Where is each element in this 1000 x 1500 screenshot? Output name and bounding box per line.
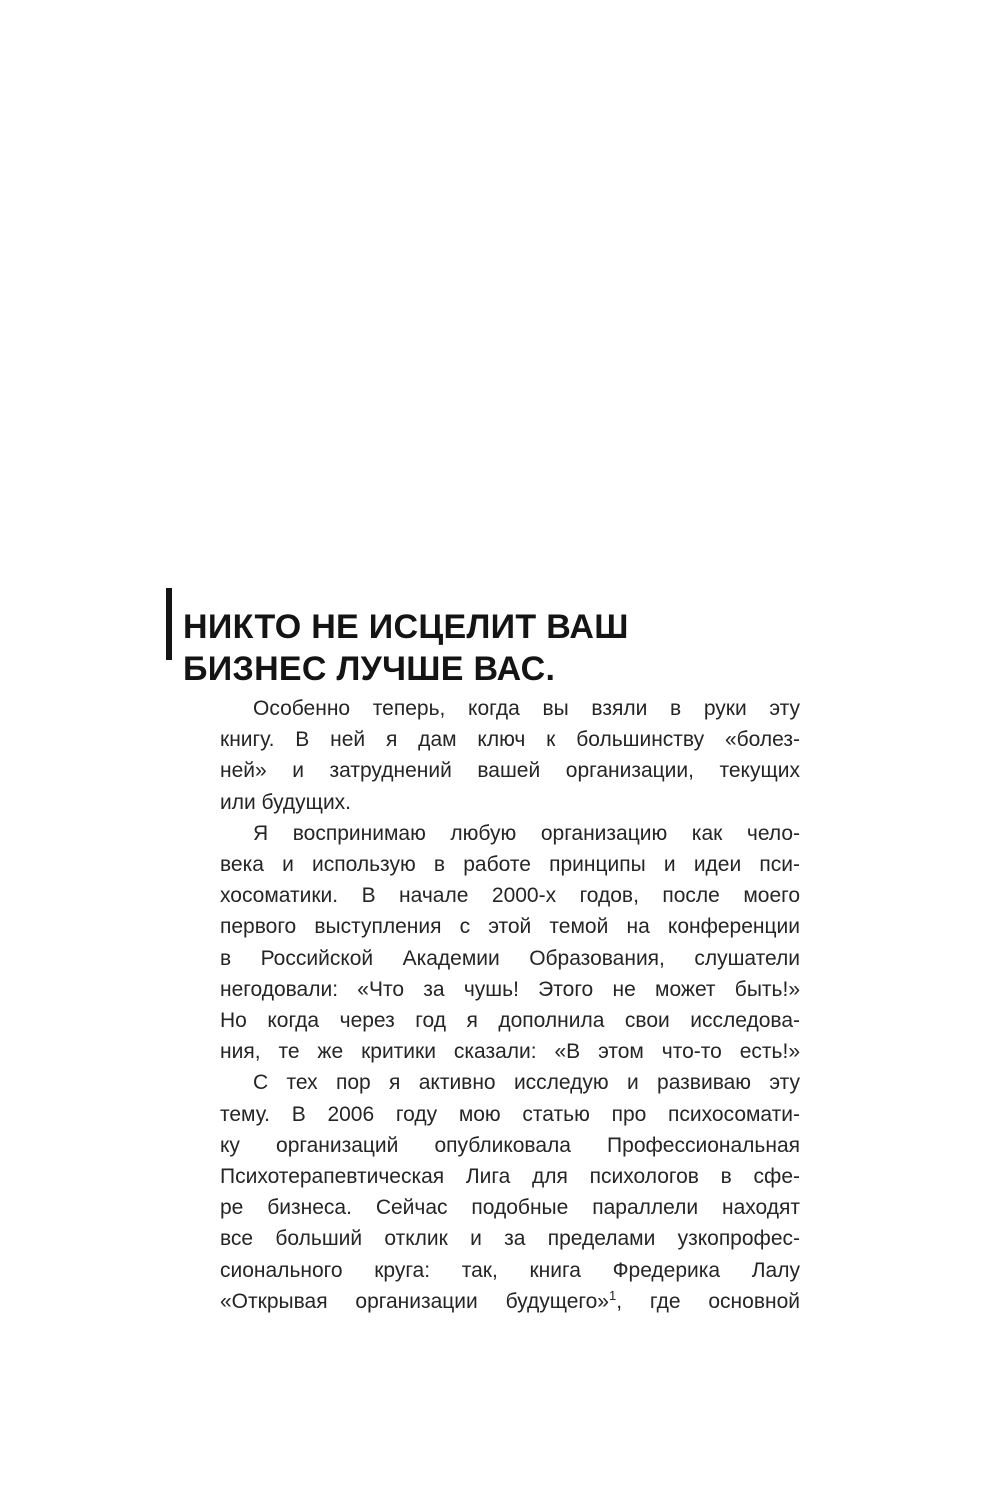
- text-line: или будущих.: [220, 790, 352, 814]
- text-line: Особенно теперь, когда вы взяли в руки эту: [253, 697, 800, 720]
- heading-accent-bar: [166, 588, 172, 660]
- text-line: негодовали: «Что за чушь! Этого не может быть!»: [220, 977, 800, 1001]
- text-line: «Открывая организации будущего»$^1$, где основной: [220, 1287, 800, 1313]
- paragraph: [220, 693, 800, 818]
- text-line: века и использую в работе принципы и идеи пси-: [220, 853, 800, 877]
- text-line: в Российской Академии Образования, слушатели: [220, 946, 800, 970]
- text-line: сионального круга: так, книга Фредерика Лалу: [220, 1258, 800, 1282]
- heading-line: БИЗНЕС ЛУЧШЕ ВАС.: [183, 649, 556, 688]
- chapter-heading: [183, 606, 803, 690]
- text-line: все больший отклик и за пределами узкопрофес-: [220, 1227, 800, 1251]
- heading-line: НИКТО НЕ ИСЦЕЛИТ ВАШ: [183, 607, 629, 646]
- paragraph: [220, 818, 800, 1068]
- text-line: ре бизнеса. Сейчас подобные параллели находят: [220, 1196, 800, 1220]
- paragraph: [220, 1067, 800, 1317]
- text-line: Я воспринимаю любую организацию как чело-: [253, 821, 800, 845]
- text-line: Но когда через год я дополнила свои исследова-: [220, 1009, 800, 1033]
- text-line: хосоматики. В начале 2000-х годов, после моего: [220, 884, 800, 908]
- text-line: Психотерапевтическая Лига для психологов в сфе-: [220, 1165, 800, 1189]
- text-line: С тех пор я активно исследую и развиваю эту: [253, 1071, 800, 1095]
- body-text: [220, 693, 800, 1317]
- text-line: ния, те же критики сказали: «В этом что-то есть!»: [220, 1040, 800, 1064]
- text-line: книгу. В ней я дам ключ к большинству «болез-: [220, 728, 800, 752]
- footnote-marker: 1: [608, 1287, 617, 1303]
- text-line: ней» и затруднений вашей организации, текущих: [220, 759, 800, 783]
- text-line: первого выступления с этой темой на конференции: [220, 915, 800, 939]
- text-line: ку организаций опубликовала Профессиональная: [220, 1133, 800, 1157]
- text-line: тему. В 2006 году мою статью про психосомати-: [220, 1102, 800, 1126]
